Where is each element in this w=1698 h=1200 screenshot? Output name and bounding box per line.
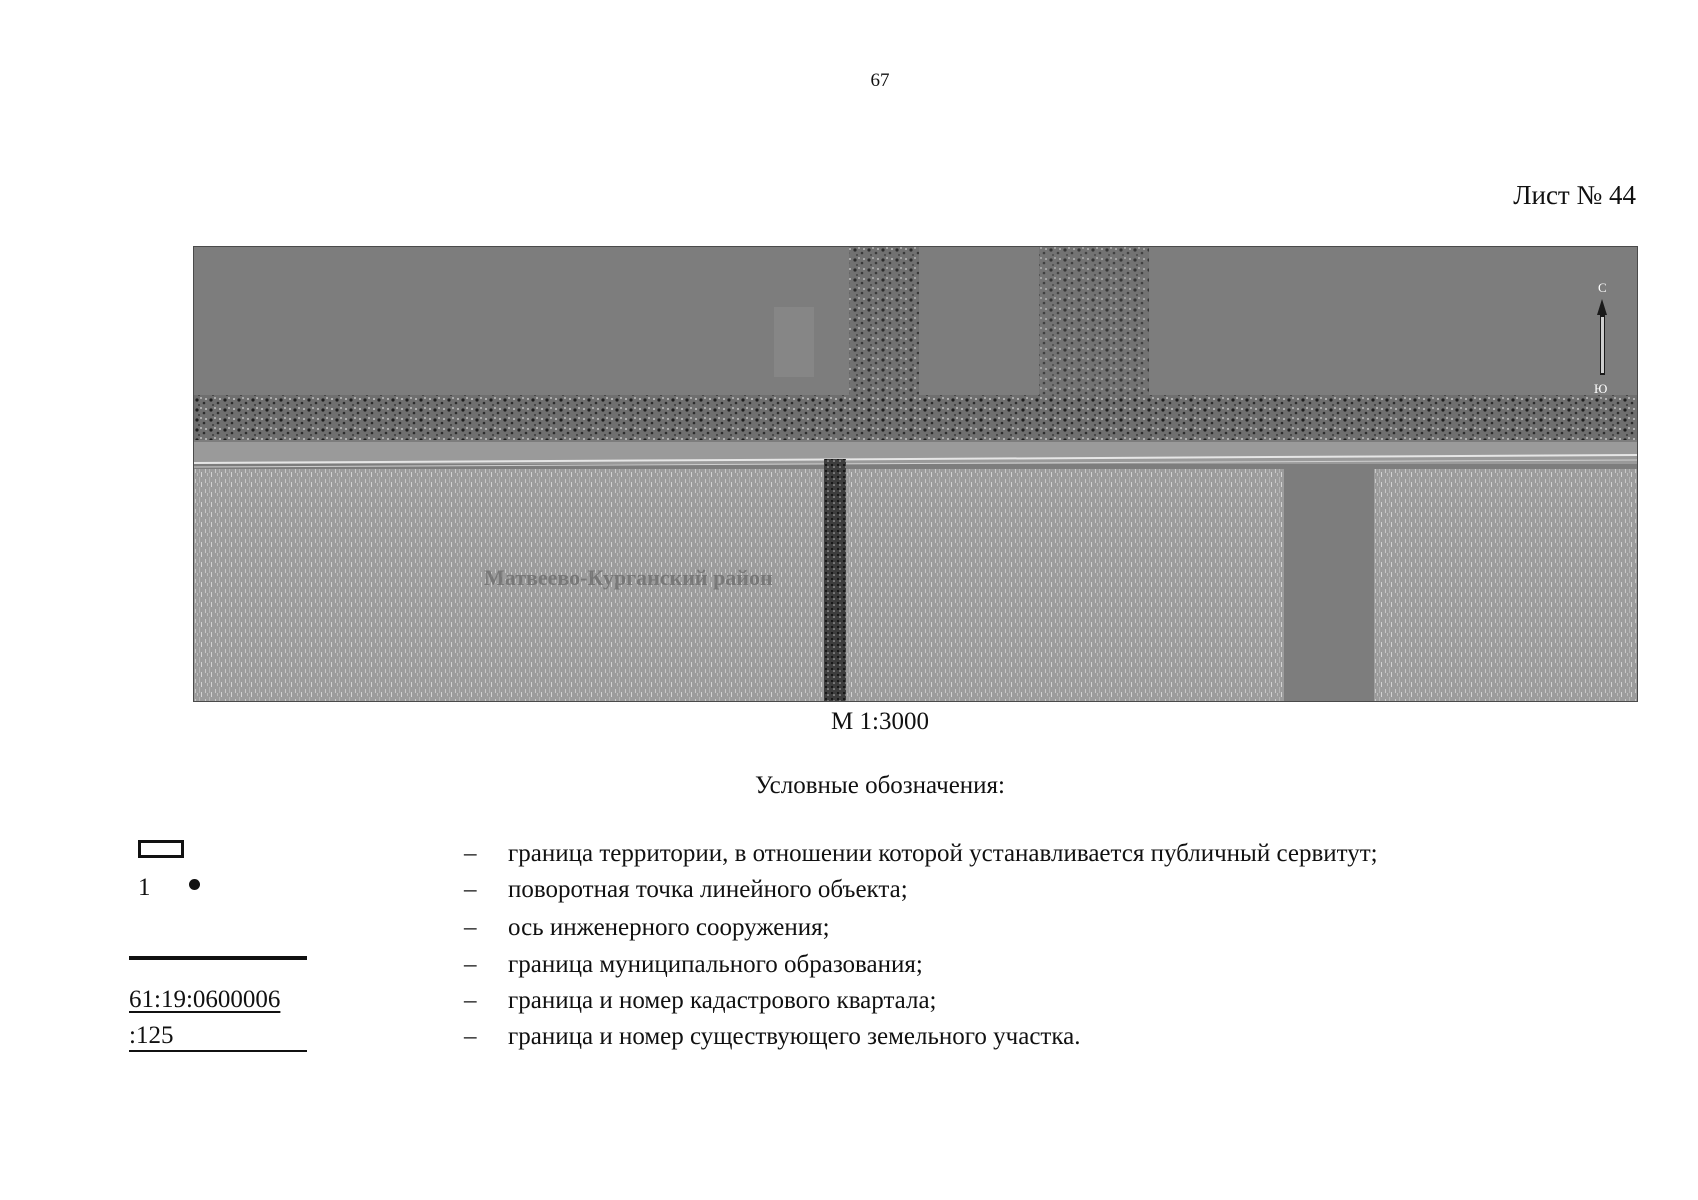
turning-point-symbol [138, 874, 200, 902]
legend-title: Условные обозначения: [754, 772, 1006, 799]
legend-dash: – [464, 987, 477, 1014]
legend-dash: – [464, 876, 477, 903]
legend-item-text: граница муниципального образования; [508, 951, 923, 978]
sheet-label: Лист № 44 [1513, 180, 1636, 210]
legend-item [464, 1023, 1080, 1051]
legend-item-text: ось инженерного сооружения; [508, 914, 830, 941]
land-parcel-symbol: :125 [129, 1022, 307, 1052]
servitude-boundary-symbol [138, 840, 184, 858]
legend-item-text: граница и номер кадастрового квартала; [508, 987, 937, 1014]
legend-dash: – [464, 840, 477, 867]
point-dot-icon [189, 879, 200, 890]
page-number: 67 [870, 70, 890, 91]
legend-item [464, 840, 1378, 868]
legend-item-text: граница территории, в отношении которой устанавливается публичный сервитут; [508, 840, 1378, 867]
legend-item [464, 914, 830, 942]
legend-dash: – [464, 914, 477, 941]
turning-point-number: 1 [138, 874, 151, 901]
legend-dash: – [464, 1023, 477, 1050]
legend-item-text: поворотная точка линейного объекта; [508, 876, 908, 903]
legend-dash: – [464, 951, 477, 978]
map-image [193, 246, 1638, 702]
map-district-label: Матвеево-Курганский район [484, 565, 773, 590]
compass-south-label: Ю [1594, 381, 1608, 396]
cadastral-quarter-symbol: 61:19:0600006 [129, 986, 281, 1013]
legend-item [464, 951, 923, 979]
legend-item-text: граница и номер существующего земельного участка. [508, 1023, 1081, 1050]
legend-item [464, 987, 937, 1015]
map-scale: М 1:3000 [831, 708, 929, 735]
compass-north-label: С [1598, 280, 1607, 295]
municipal-boundary-symbol [129, 956, 307, 960]
legend-item [464, 876, 908, 904]
